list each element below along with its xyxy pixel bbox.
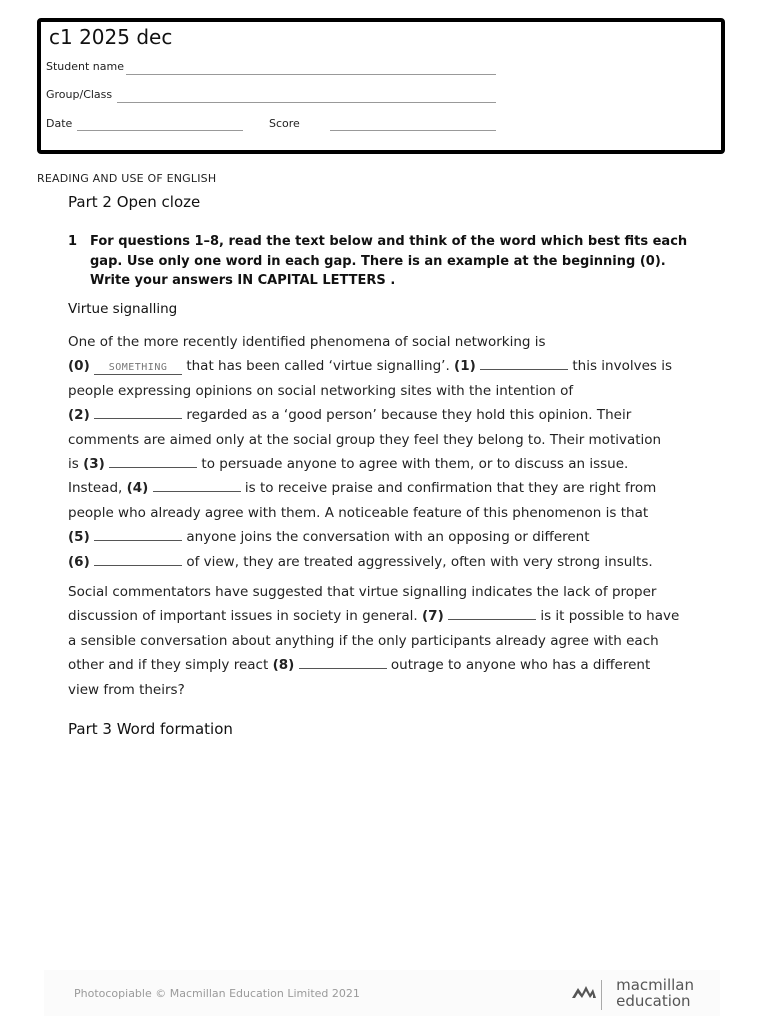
- part2-title: Part 2 Open cloze: [68, 193, 201, 211]
- text-line: [68, 653, 679, 677]
- brand-line-1: macmillan: [616, 976, 694, 994]
- gap-number-6: (6): [68, 553, 90, 570]
- text-line: people who already agree with them. A noticeable feature of this phenomenon is that: [68, 504, 649, 521]
- text-line: [68, 452, 672, 476]
- instruction-text: For questions 1–8, read the text below and think of the word which best fits each gap. Use only one word in each gap. There is an example at the beginning (0). Write your answers IN CAPITAL LETTERS .: [90, 234, 688, 288]
- page-footer: [44, 970, 720, 1016]
- answer-gap-8[interactable]: [299, 656, 387, 669]
- part3-title: Part 3 Word formation: [68, 720, 233, 738]
- score-label: Score: [269, 117, 300, 130]
- document-title: c1 2025 dec: [49, 25, 173, 49]
- text-segment: is: [68, 456, 84, 473]
- answer-gap-3[interactable]: [109, 455, 197, 468]
- brand-line-2: education: [616, 992, 691, 1010]
- text-segment: other and if they simply react: [68, 657, 273, 674]
- score-field[interactable]: [330, 130, 496, 131]
- text-title: Virtue signalling: [68, 301, 178, 317]
- text-line: view from theirs?: [68, 681, 185, 698]
- gap-number-0: (0): [68, 358, 90, 375]
- gap-number-8: (8): [272, 657, 295, 674]
- brand-wordmark: [616, 977, 694, 1009]
- text-line: [68, 476, 672, 500]
- cloze-paragraph-1: [68, 330, 672, 574]
- text-segment: regarded as a ‘good person’ because they hold this opinion. Their: [182, 407, 632, 424]
- gap-number-5: (5): [68, 529, 90, 546]
- answer-gap-5[interactable]: [94, 528, 182, 541]
- text-segment: is to receive praise and confirmation that they are right from: [240, 480, 657, 497]
- question-instruction: [68, 232, 698, 291]
- text-segment: Instead,: [68, 480, 127, 497]
- text-segment: outrage to anyone who has a different: [386, 657, 651, 674]
- date-label: Date: [46, 117, 73, 130]
- question-number: 1: [68, 234, 78, 249]
- text-line: [68, 550, 672, 574]
- text-line: people expressing opinions on social networking sites with the intention of: [68, 382, 574, 399]
- copyright-notice: Photocopiable © Macmillan Education Limited 2021: [74, 987, 360, 1000]
- answer-gap-7[interactable]: [448, 607, 536, 620]
- text-line: [68, 354, 672, 378]
- gap-number-2: (2): [68, 407, 90, 424]
- section-label: READING AND USE OF ENGLISH: [37, 172, 217, 185]
- text-segment: of view, they are treated aggressively, often with very strong insults.: [182, 553, 653, 570]
- text-segment: that has been called ‘virtue signalling’.: [182, 358, 455, 375]
- text-segment: this involves is: [568, 358, 673, 375]
- answer-gap-6[interactable]: [94, 553, 182, 566]
- text-line: [68, 525, 672, 549]
- text-segment: is it possible to have: [536, 608, 680, 625]
- logo-divider: [601, 980, 602, 1010]
- text-segment: discussion of important issues in society in general.: [68, 608, 422, 625]
- cloze-paragraph-2: [68, 580, 679, 702]
- answer-gap-1[interactable]: [480, 357, 568, 370]
- macmillan-mark-icon: [572, 982, 596, 1000]
- text-line: [68, 604, 679, 628]
- text-segment: to persuade anyone to agree with them, or to discuss an issue.: [197, 456, 629, 473]
- example-answer: SOMETHING: [94, 361, 182, 375]
- gap-number-1: (1): [454, 358, 476, 375]
- text-line: One of the more recently identified phenomena of social networking is: [68, 334, 546, 350]
- text-segment: anyone joins the conversation with an opposing or different: [182, 529, 590, 546]
- group-class-label: Group/Class: [46, 88, 113, 101]
- answer-gap-4[interactable]: [153, 479, 241, 492]
- student-name-field[interactable]: [126, 74, 496, 75]
- text-line: Social commentators have suggested that virtue signalling indicates the lack of proper: [68, 584, 657, 600]
- answer-gap-2[interactable]: [94, 406, 182, 419]
- text-line: [68, 403, 672, 427]
- gap-number-3: (3): [83, 456, 105, 473]
- student-name-label: Student name: [46, 60, 124, 73]
- date-field[interactable]: [77, 130, 243, 131]
- gap-number-4: (4): [126, 480, 149, 497]
- text-line: comments are aimed only at the social group they feel they belong to. Their motivation: [68, 431, 662, 448]
- gap-number-7: (7): [422, 608, 444, 625]
- student-info-box: [37, 18, 725, 154]
- text-line: a sensible conversation about anything if the only participants already agree with each: [68, 632, 659, 649]
- group-class-field[interactable]: [117, 102, 496, 103]
